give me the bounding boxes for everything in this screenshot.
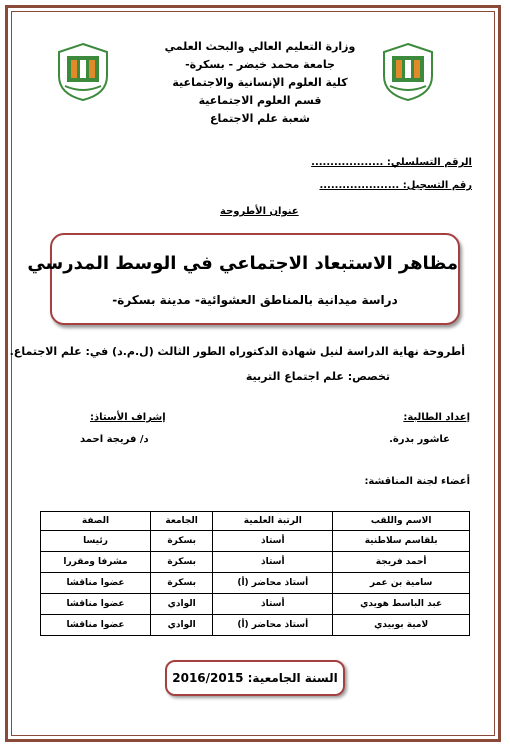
member-university: الوادي bbox=[151, 615, 213, 636]
member-university: بسكرة bbox=[151, 552, 213, 573]
supervisor-name: د/ فريجة احمد bbox=[80, 434, 149, 445]
specialization: تخصص: علم اجتماع التربية bbox=[245, 370, 390, 383]
member-role: عضوا مناقشا bbox=[41, 594, 151, 615]
member-rank: أستاذ bbox=[213, 552, 333, 573]
member-role: رئيسا bbox=[41, 531, 151, 552]
member-rank: أستاذ bbox=[213, 531, 333, 552]
member-name: لامية بوبيدي bbox=[333, 615, 470, 636]
university-name: جامعة محمد خيضر - بسكرة- bbox=[185, 58, 335, 71]
member-role: مشرفا ومقررا bbox=[41, 552, 151, 573]
student-name: عاشور بدرة. bbox=[389, 434, 450, 445]
table-row bbox=[41, 615, 470, 636]
supervisor-label: إشراف الأستاذ: bbox=[90, 412, 166, 423]
member-name: عبد الباسط هويدي bbox=[333, 594, 470, 615]
thesis-main-title: مظاهر الاستبعاد الاجتماعي في الوسط المدرسي bbox=[27, 253, 458, 274]
column-header: الجامعة bbox=[151, 512, 213, 531]
branch-name: شعبة علم الاجتماع bbox=[210, 112, 310, 125]
thesis-subtitle: دراسة ميدانية بالمناطق العشوائية- مدينة بسكرة- bbox=[112, 293, 398, 307]
member-name: بلقاسم سلاطنية bbox=[333, 531, 470, 552]
member-name: سامية بن عمر bbox=[333, 573, 470, 594]
degree-statement: أطروحة نهاية الدراسة لنيل شهادة الدكتوراه الطور الثالث (ل.م.د) في: علم الاجتماع. bbox=[9, 345, 465, 358]
column-header: الصفة bbox=[41, 512, 151, 531]
registration-number-field: رقم التسجيل: ..................... bbox=[319, 180, 472, 191]
member-university: بسكرة bbox=[151, 531, 213, 552]
member-rank: أستاذ bbox=[213, 594, 333, 615]
ministry-name: وزارة التعليم العالي والبحث العلمي bbox=[164, 40, 356, 53]
academic-year: السنة الجامعية: 2016/2015 bbox=[172, 671, 338, 685]
member-role: عضوا مناقشا bbox=[41, 573, 151, 594]
column-header: الرتبة العلمية bbox=[213, 512, 333, 531]
prepared-by-label: إعداد الطالبة: bbox=[403, 412, 470, 423]
committee-table bbox=[40, 511, 470, 636]
member-rank: أستاذ محاضر (أ) bbox=[213, 573, 333, 594]
committee-label: أعضاء لجنة المناقشة: bbox=[364, 476, 470, 487]
faculty-name: كلية العلوم الإنسانية والاجتماعية bbox=[172, 76, 348, 89]
thesis-title-box bbox=[27, 233, 460, 325]
thesis-title-label: عنوان الأطروحة bbox=[220, 206, 299, 217]
table-row bbox=[41, 531, 470, 552]
table-header-row bbox=[41, 512, 470, 531]
member-name: أحمد فريجة bbox=[333, 552, 470, 573]
university-logo-icon bbox=[380, 42, 436, 102]
table-row bbox=[41, 594, 470, 615]
university-logo-icon bbox=[55, 42, 111, 102]
academic-year-box bbox=[165, 660, 345, 696]
member-rank: أستاذ محاضر (أ) bbox=[213, 615, 333, 636]
column-header: الاسم واللقب bbox=[333, 512, 470, 531]
serial-number-field: الرقم التسلسلي: ................... bbox=[311, 157, 472, 168]
table-row bbox=[41, 573, 470, 594]
department-name: قسم العلوم الاجتماعية bbox=[198, 94, 322, 107]
member-university: بسكرة bbox=[151, 573, 213, 594]
member-role: عضوا مناقشا bbox=[41, 615, 151, 636]
table-row bbox=[41, 552, 470, 573]
member-university: الوادي bbox=[151, 594, 213, 615]
